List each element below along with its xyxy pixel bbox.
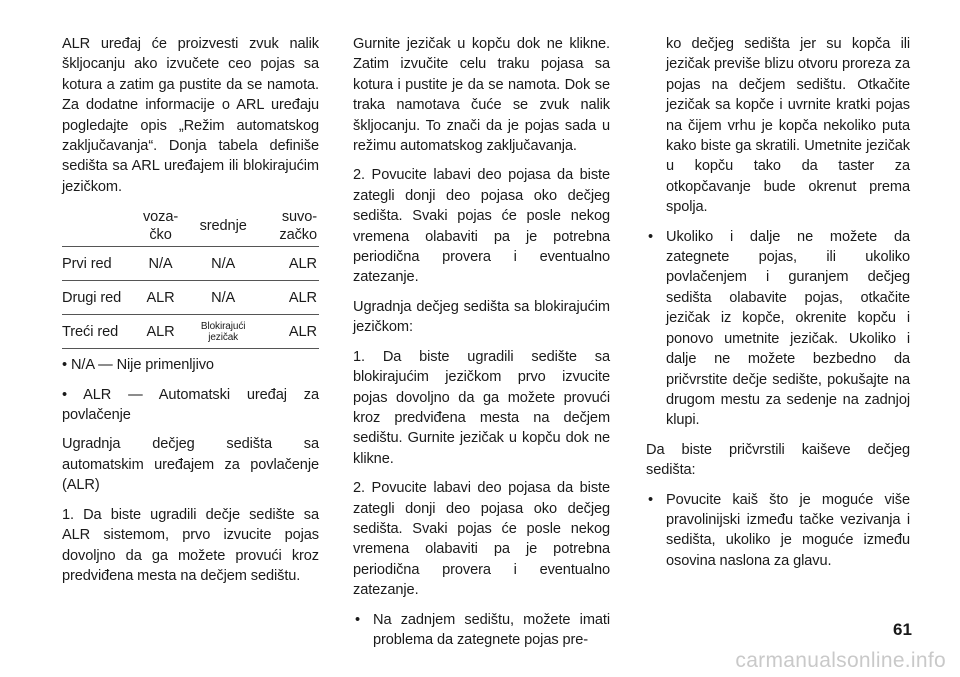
bullet-text: Ukoliko i dalje ne možete da zategnete pojas, ili ukoliko povlačenjem i guranjem dečjeg sedišta olabavite pojas, otkačite jezičak iz kopče, okrenite kopču i ponovo umetnite jezičak. Ukoliko i dalje ne možete bezbedno da pričvrstite dečje sedište, pokušajte na drugom mestu za sedenje na zadnjoj klupi. [666, 228, 910, 429]
bullet-dot: • [648, 228, 654, 245]
table-cell: ALR [255, 247, 319, 281]
locking-tongue-line2: jezičak [208, 331, 239, 343]
legend-na: • N/A — Nije primenljivo [62, 357, 214, 374]
table-cell: N/A [191, 247, 256, 281]
column-right [646, 34, 910, 580]
bullet-text: Na zadnjem sedištu, možete imati problema da zategnete pojas pre- [373, 611, 610, 648]
row-label: Drugi red [62, 281, 130, 315]
header-passenger-line2: začko [279, 227, 317, 244]
rear-seat-bullet-continued: ko dečjeg sedišta jer su kopča ili jezičak previše blizu otvoru proreza za pojas na dečjem sedištu. Otkačite jezičak sa kopče i uvrnite kratki pojas na čijem vrhu je kopča nekoliko puta kako biste ga skratili. Umetnite jezičak u kopču tako da taster za otkopčavanje bude okrenut prema spolja. [666, 36, 910, 216]
table-row [62, 315, 319, 349]
rear-seat-bullet [353, 610, 610, 651]
legend-alr: • ALR — Automatski uređaj za povlačenje [62, 386, 319, 424]
header-driver-line2: čko [149, 227, 172, 244]
intro-paragraph: ALR uređaj će proizvesti zvuk nalik škljocanju ako izvučete ceo pojas sa kotura a zatim ga pustite da se namota. Za dodatne informacije o ARL uređaju pogledajte opis „Režim automatskog zaključavanja“. Donja tabela definiše sedišta sa ARL uređajem ili blokirajućim jezičkom. [62, 36, 319, 195]
bullet-dot: • [648, 491, 654, 508]
bullet-dot: • [355, 611, 361, 628]
locking-step-1: 1. Da biste ugradili sedište sa blokirajućim jezičkom prvo izvucite pojas dovoljno da ga možete provući kroz predviđena mesta na dečjem sedištu. Gurnite jezičak u kopču dok ne klikne. [353, 348, 610, 467]
table-header-cell [62, 206, 130, 247]
bullet-text: Povucite kaiš što je moguće više pravolinijski između tačke vezivanja i sedišta, ukoliko je moguće između osovina naslona za glavu. [666, 491, 910, 569]
table-cell: ALR [130, 315, 191, 349]
table-header-passenger [255, 206, 319, 247]
alr-install-heading: Ugradnja dečjeg sedišta sa automatskim uređajem za povlačenje (ALR) [62, 436, 319, 494]
tighten-belt-bullet [646, 227, 910, 431]
table-cell: N/A [191, 281, 256, 315]
page-number: 61 [893, 620, 912, 639]
column-middle [353, 34, 610, 659]
alr-step-1-continued: Gurnite jezičak u kopču dok ne klikne. Zatim izvučite celu traku pojasa sa kotura i pustite je da se namota. Dok se traka namotava čuće se zvuk nalik škljocanju. To znači da je pojas sada u režimu automatskog zaključavanja. [353, 36, 610, 155]
locking-tongue-line1: Blokirajući [200, 320, 246, 332]
table-cell: ALR [130, 281, 191, 315]
row-label: Treći red [62, 315, 130, 349]
column-left [62, 34, 319, 595]
header-driver-line1: voza- [142, 209, 179, 226]
locking-step-2: 2. Povucite labavi deo pojasa da biste zategli donji deo pojasa oko dečjeg sedišta. Svaki pojas će posle nekog vremena olabaviti pa je potrebna periodična provera i eventualno zatezanje. [353, 480, 610, 599]
tether-heading: Da biste pričvrstili kaiševe dečjeg sedišta: [646, 441, 910, 479]
table-cell-locking-tongue [191, 315, 256, 349]
row-label: Prvi red [62, 247, 130, 281]
table-row [62, 247, 319, 281]
tether-bullet [646, 490, 910, 572]
alr-step-2: 2. Povucite labavi deo pojasa da biste zategli donji deo pojasa oko dečjeg sedišta. Svaki pojas će posle nekog vremena olabaviti pa je potrebna periodična provera i eventualno zatezanje. [353, 167, 610, 286]
table-header-center: srednje [199, 218, 247, 235]
table-cell: ALR [255, 315, 319, 349]
watermark: carmanualsonline.info [735, 649, 946, 672]
seat-alr-table [62, 206, 319, 349]
table-cell: N/A [130, 247, 191, 281]
header-passenger-line1: suvo- [281, 209, 317, 226]
table-header-driver [130, 206, 191, 247]
table-cell: ALR [255, 281, 319, 315]
table-row [62, 281, 319, 315]
alr-step-1: 1. Da biste ugradili dečje sedište sa ALR sistemom, prvo izvucite pojas dovoljno da ga možete provući kroz predviđena mesta na dečjem sedištu. [62, 506, 319, 584]
locking-tongue-heading: Ugradnja dečjeg sedišta sa blokirajućim jezičkom: [353, 298, 610, 336]
table-header-row [62, 206, 319, 247]
